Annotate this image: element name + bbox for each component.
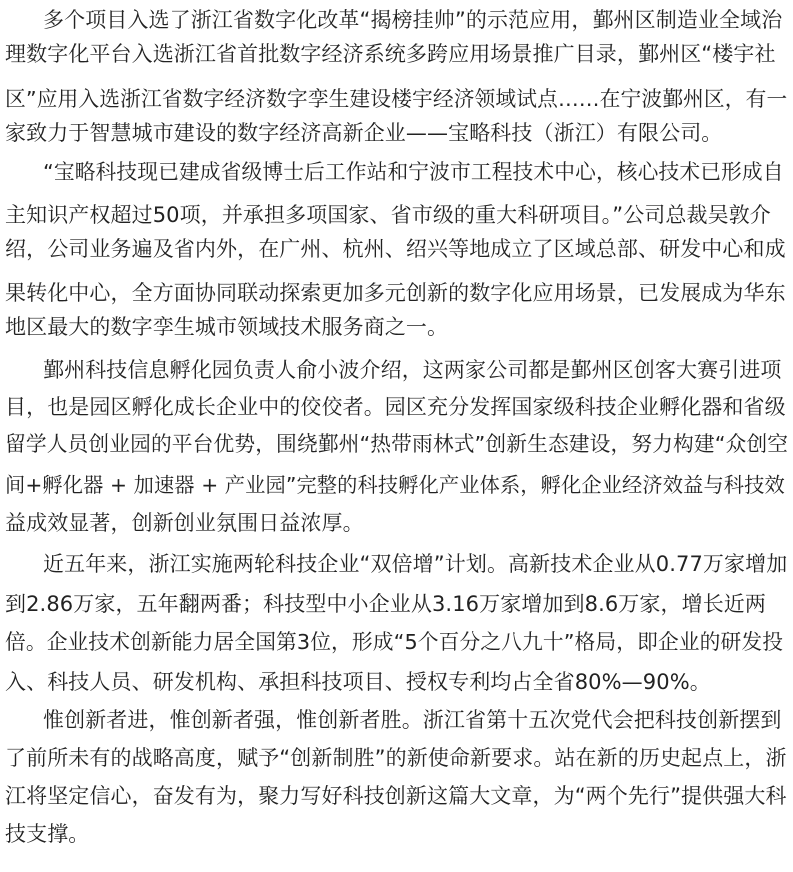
paragraph-5-line-3: 江将坚定信心，奋发有为，聚力写好科技创新这篇大文章，为“两个先行”提供强大科: [5, 784, 787, 808]
paragraph-2-line-1: “宝略科技现已建成省级博士后工作站和宁波市工程技术中心，核心技术已形成自: [43, 160, 784, 184]
paragraph-1-line-1: 多个项目入选了浙江省数字化改革“揭榜挂帅”的示范应用，鄞州区制造业全域治: [43, 8, 783, 32]
paragraph-4-line-4: 入、科技人员、研发机构、承担科技项目、授权专利均占全省80%—90%。: [5, 670, 711, 694]
paragraph-2-line-2: 主知识产权超过50项，并承担多项国家、省市级的重大科研项目。”公司总裁吴敦介: [5, 203, 771, 227]
paragraph-3-line-4: 间+孵化器 + 加速器 + 产业园”完整的科技孵化产业体系，孵化企业经济效益与科技效: [5, 473, 785, 497]
paragraph-3-line-1: 鄞州科技信息孵化园负责人俞小波介绍，这两家公司都是鄞州区创客大赛引进项: [43, 358, 782, 382]
paragraph-5-line-2: 了前所未有的战略高度，赋予“创新制胜”的新使命新要求。站在新的历史起点上，浙: [5, 746, 787, 770]
paragraph-2-line-4: 果转化中心，全方面协同联动探索更加多元创新的数字化应用场景，已发展成为华东: [5, 281, 786, 305]
paragraph-4-line-2: 到2.86万家，五年翻两番；科技型中小企业从3.16万家增加到8.6万家，增长近两: [5, 592, 767, 616]
paragraph-4-line-3: 倍。企业技术创新能力居全国第3位，形成“5个百分之八九十”格局，即企业的研发投: [5, 630, 784, 654]
paragraph-5-line-4: 技支撑。: [5, 822, 90, 846]
paragraph-2-line-5: 地区最大的数字孪生城市领域技术服务商之一。: [5, 315, 449, 339]
paragraph-4-line-1: 近五年来，浙江实施两轮科技企业“双倍增”计划。高新技术企业从0.77万家增加: [43, 552, 788, 576]
paragraph-3-line-5: 益成效显著，创新创业氛围日益浓厚。: [5, 511, 364, 535]
paragraph-5-line-1: 惟创新者进，惟创新者强，惟创新者胜。浙江省第十五次党代会把科技创新摆到: [43, 708, 782, 732]
paragraph-1-line-2: 理数字化平台入选浙江省首批数字经济系统多跨应用场景推广目录，鄞州区“楼宇社: [5, 42, 776, 66]
paragraph-3-line-3: 留学人员创业园的平台优势，围绕鄞州“热带雨林式”创新生态建设，努力构建“众创空: [5, 432, 789, 456]
paragraph-3-line-2: 目，也是园区孵化成长企业中的佼佼者。园区充分发挥国家级科技企业孵化器和省级: [5, 395, 786, 419]
paragraph-2-line-3: 绍，公司业务遍及省内外，在广州、杭州、绍兴等地成立了区域总部、研发中心和成: [5, 237, 786, 261]
paragraph-1-line-3: 区”应用入选浙江省数字经济数字孪生建设楼宇经济领域试点……在宁波鄞州区，有一: [5, 87, 788, 111]
paragraph-1-line-4: 家致力于智慧城市建设的数字经济高新企业——宝略科技（浙江）有限公司。: [5, 121, 723, 145]
